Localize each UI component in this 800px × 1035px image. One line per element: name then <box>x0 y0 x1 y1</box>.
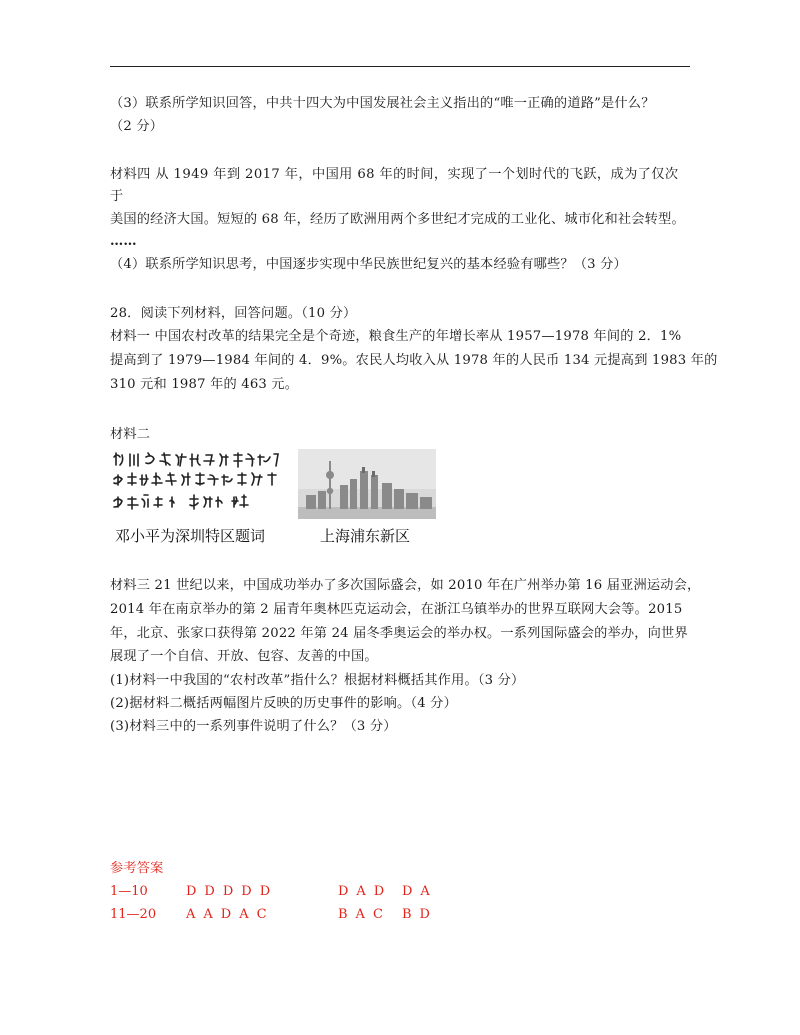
caption-pudong: 上海浦东新区 <box>320 527 411 545</box>
q27-sub3-score: （2 分） <box>110 119 164 134</box>
q27-ellipsis: …… <box>110 234 137 249</box>
answer-range-1: 1—10 <box>110 884 148 899</box>
q28-material2-label: 材料二 <box>110 427 151 442</box>
answer-group-2-3: BD <box>402 907 438 922</box>
answer-group-2-2: BAC <box>338 907 391 922</box>
q28-material1-line1: 材料一 中国农村改革的结果完全是个奇迹，粮食生产的年增长率从 1957—1978 年间的 2．1% <box>110 329 682 344</box>
answer-group-1-2: DAD <box>338 884 393 899</box>
q28-material3-line2: 2014 年在南京举办的第 2 届青年奥林匹克运动会，在浙江乌镇举办的世界互联网大会等。2015 <box>110 602 683 617</box>
q28-material3-line4: 展现了一个自信、开放、包容、友善的中国。 <box>110 649 378 664</box>
caption-deng-calligraphy: 邓小平为深圳特区题词 <box>115 527 266 545</box>
q28-material3-line3: 年，北京、张家口获得第 2022 年第 24 届冬季奥运会的举办权。一系列国际盛会的举办，向世界 <box>110 626 688 641</box>
pudong-skyline-photo <box>298 449 436 519</box>
answer-key-title: 参考答案 <box>110 861 164 876</box>
q27-material4-line1: 材料四 从 1949 年到 2017 年，中国用 68 年的时间，实现了一个划时代的飞跃，成为了仅次 <box>110 167 679 182</box>
answer-group-1-3: DA <box>402 884 438 899</box>
calligraphy-image <box>110 449 282 519</box>
answer-range-2: 11—20 <box>110 907 157 922</box>
header-rule <box>110 66 690 67</box>
q28-question1: (1)材料一中我国的“农村改革”指什么？根据材料概括其作用。（3 分） <box>110 673 525 688</box>
answer-group-1-1: DDDDD <box>186 884 279 899</box>
answer-group-2-1: AADAC <box>186 907 275 922</box>
q27-sub3: （3）联系所学知识回答，中共十四大为中国发展社会主义指出的“唯一正确的道路”是什么？ <box>110 96 655 111</box>
q28-question2: (2)据材料二概括两幅图片反映的历史事件的影响。（4 分） <box>110 696 457 711</box>
q28-question3: (3)材料三中的一系列事件说明了什么？（3 分） <box>110 719 397 734</box>
q27-sub4: （4）联系所学知识思考，中国逐步实现中华民族世纪复兴的基本经验有哪些？（3 分） <box>110 257 627 272</box>
q28-header: 28．阅读下列材料，回答问题。（10 分） <box>110 306 357 321</box>
q28-material1-line2: 提高到了 1979—1984 年间的 4．9%。农民人均收入从 1978 年的人民币 134 元提高到 1983 年的 <box>110 353 718 368</box>
q27-material4-line3: 美国的经济大国。短短的 68 年，经历了欧洲用两个多世纪才完成的工业化、城市化和社会转型。 <box>110 212 685 227</box>
q28-material1-line3: 310 元和 1987 年的 463 元。 <box>110 377 299 392</box>
q28-material3-line1: 材料三 21 世纪以来，中国成功举办了多次国际盛会，如 2010 年在广州举办第 16 届亚洲运动会， <box>110 578 701 593</box>
q27-material4-line2: 于 <box>110 189 124 204</box>
